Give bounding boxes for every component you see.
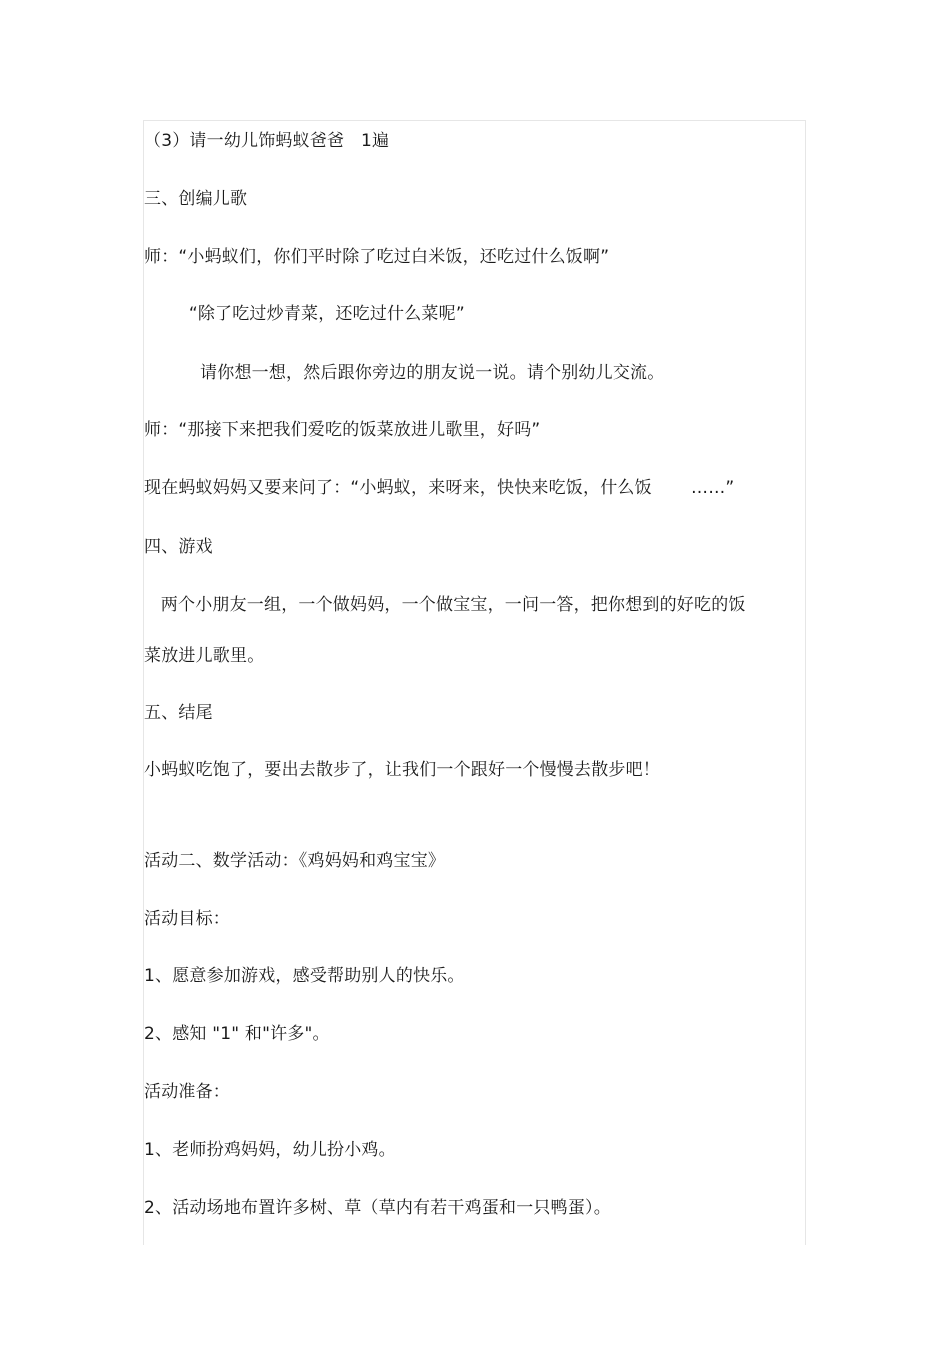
- list-item-goal-2: 2、感知 "1" 和"许多"。: [144, 1024, 330, 1044]
- text-line-teacher-question-dish: “除了吃过炒青菜，还吃过什么菜呢”: [144, 304, 465, 324]
- text-line-mother-asks: 现在蚂蚁妈妈又要来问了：“小蚂蚁，来呀来，快快来吃饭，什么饭 ……”: [144, 478, 735, 498]
- list-item-prep-2: 2、活动场地布置许多树、草（草内有若干鸡蛋和一只鸭蛋）。: [144, 1198, 611, 1218]
- text-line-think-and-share: 请你想一想，然后跟你旁边的朋友说一说。请个别幼儿交流。: [144, 363, 665, 383]
- text-line-game-description-2: 菜放进儿歌里。: [144, 646, 265, 666]
- list-item-goal-1: 1、愿意参加游戏，感受帮助别人的快乐。: [144, 966, 465, 986]
- heading-activity-preparation: 活动准备：: [144, 1082, 230, 1102]
- text-line-teacher-put-in-song: 师：“那接下来把我们爱吃的饭菜放进儿歌里，好吗”: [144, 420, 541, 440]
- heading-activity-goals: 活动目标：: [144, 909, 230, 929]
- text-line-game-description-1: 两个小朋友一组，一个做妈妈，一个做宝宝，一问一答，把你想到的好吃的饭: [144, 595, 746, 615]
- text-line-teacher-question-rice: 师：“小蚂蚁们，你们平时除了吃过白米饭，还吃过什么饭啊”: [144, 247, 610, 267]
- section-heading-create-song: 三、创编儿歌: [144, 189, 248, 209]
- page-frame: [143, 120, 806, 1245]
- section-heading-ending: 五、结尾: [144, 703, 213, 723]
- text-line-ending: 小蚂蚁吃饱了，要出去散步了，让我们一个跟好一个慢慢去散步吧！: [144, 760, 660, 780]
- text-line-step-3: （3）请一幼儿饰蚂蚁爸爸 1遍: [144, 131, 390, 151]
- section-heading-game: 四、游戏: [144, 537, 213, 557]
- list-item-prep-1: 1、老师扮鸡妈妈，幼儿扮小鸡。: [144, 1140, 396, 1160]
- activity-title-math: 活动二、数学活动：《鸡妈妈和鸡宝宝》: [144, 851, 446, 871]
